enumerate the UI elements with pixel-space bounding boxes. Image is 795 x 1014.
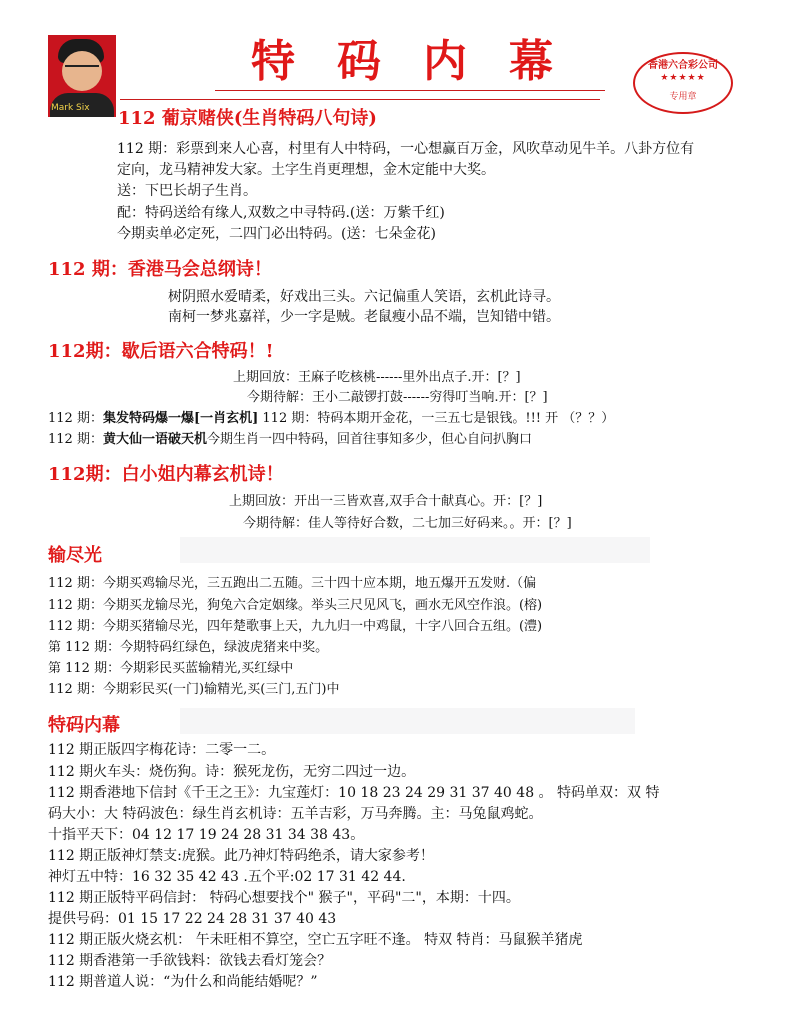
text-line: 112 期香港地下信封《千王之王》：九宝莲灯：10 18 23 24 29 31 37 40 48 。 特码单双：双 特 [48, 785, 660, 801]
text-line [48, 409, 614, 429]
line-highlight: 黄大仙一语破天机 [102, 432, 207, 447]
section-title-xiehouyu: 112期：歇后语六合特码！! [48, 341, 274, 362]
line-prefix: 112 期： [48, 411, 103, 426]
text-line: 送：下巴长胡子生肖。 [117, 183, 257, 199]
text-line: 配：特码送给有缘人,双数之中寻特码.(送：万紫千红) [117, 205, 445, 221]
text-line: 定向，龙马精神发大家。土字生肖更理想，金木定能中大奖。 [117, 162, 495, 178]
title-char: 码 [337, 36, 387, 87]
text-line: 112 期：今期彩民买(一门)输精光,买(三门,五门)中 [48, 682, 340, 697]
section-title-baixiaojie: 112期：白小姐内幕玄机诗！ [48, 464, 284, 485]
section-title-shujinguang: 输尽光 [48, 545, 102, 566]
text-line: 南柯一梦兆嘉祥，少一字是贼。老鼠瘦小品不端，岂知错中错。 [168, 309, 560, 325]
line-rest: 今期生肖一四中特码，回首往事知多少，但心自问扒胸口 [206, 432, 532, 447]
text-line: 提供号码：01 15 17 22 24 28 31 37 40 43 [48, 911, 337, 927]
title-underline [215, 90, 605, 91]
seal-stars: ★★★★★ [660, 73, 706, 83]
text-line: 今期卖单必定死，二四门必出特码。(送：七朵金花) [117, 226, 436, 242]
title-char: 内 [423, 36, 473, 87]
section-title-temaneimu: 特码内幕 [48, 715, 120, 736]
text-line: 112 期正版特平码信封： 特码心想要找个" 猴子"，平码"二"，本期：十四。 [48, 890, 520, 906]
text-line: 码大小：大 特码波色：绿生肖玄机诗：五羊吉彩，万马奔腾。主：马兔鼠鸡蛇。 [48, 806, 543, 822]
seal-bottom-text: 专用章 [669, 92, 697, 102]
text-line: 112 期普道人说：“为什么和尚能结婚呢？” [48, 974, 318, 990]
text-line: 112 期正版神灯禁支:虎猴。此乃神灯特码绝杀，请大家参考！ [48, 848, 434, 864]
avatar-photo [48, 35, 116, 117]
text-line: 112 期：今期买鸡输尽光，三五跑出二五随。三十四十应本期，地五爆开五发财.（偏 [48, 576, 537, 591]
text-line: 十指平天下：04 12 17 19 24 28 31 34 38 43。 [48, 827, 365, 843]
section-title-pujing: 112 葡京赌侠(生肖特码八句诗) [118, 108, 377, 129]
text-line: 112 期正版四字梅花诗：二零一二。 [48, 742, 276, 758]
text-line: 树阴照水爱晴柔，好戏出三头。六记偏重人笑语，玄机此诗寻。 [168, 289, 560, 305]
text-line: 112 期：彩票到来人心喜，村里有人中特码，一心想赢百万金，风吹草动见牛羊。八卦方位有 [117, 141, 695, 157]
header-divider [120, 99, 600, 100]
seal-top-text: 香港六合彩公司 [648, 60, 718, 71]
text-line: 今期待解：佳人等待好合数，二七加三好码来。。开：[？] [243, 516, 572, 531]
text-line: 112 期香港第一手欲钱料：欲钱去看灯笼会？ [48, 953, 332, 969]
section-title-hkjc-poem: 112 期：香港马会总纲诗！ [48, 259, 272, 280]
title-char: 特 [251, 36, 301, 87]
line-prefix: 112 期： [48, 432, 103, 447]
line-highlight: 集发特码爆一爆[一肖玄机] [102, 411, 259, 426]
text-line: 112 期火车头：烧伤狗。诗：猴死龙伤，无穷二四过一边。 [48, 764, 416, 780]
text-line: 神灯五中特：16 32 35 42 43 .五个平:02 17 31 42 44. [48, 869, 406, 885]
section-shade [180, 537, 650, 563]
page-title [210, 36, 600, 88]
text-line: 上期回放：王麻子吃核桃------里外出点子.开：[？] [233, 370, 521, 385]
title-char: 幕 [509, 36, 559, 87]
text-line: 112 期正版火烧玄机： 午未旺相不算空，空亡五字旺不逢。 特双 特肖：马鼠猴羊猪虎 [48, 932, 583, 948]
text-line: 今期待解：王小二敲锣打鼓------穷得叮当响.开：[？] [247, 390, 548, 405]
text-line: 112 期：今期买猪输尽光，四年楚歌事上天，九九归一中鸡鼠，十字八回合五组。(澧) [48, 619, 543, 634]
text-line: 第 112 期：今期特码红绿色，绿波虎猪来中奖。 [48, 640, 329, 655]
text-line: 112 期：今期买龙输尽光，狗兔六合定姻缘。举头三尺见风飞，画水无风空作浪。(榕) [48, 598, 543, 613]
text-line: 上期回放：开出一三皆欢喜,双手合十献真心。开：[？] [229, 494, 543, 509]
text-line [48, 430, 532, 450]
text-line: 第 112 期：今期彩民买蓝输精光,买红绿中 [48, 661, 294, 676]
photo-watermark: Mark Six [51, 103, 90, 113]
section-shade [180, 708, 635, 734]
line-rest: 112 期：特码本期开金花，一三五七是银钱。!!! 开 （？？） [258, 411, 615, 426]
